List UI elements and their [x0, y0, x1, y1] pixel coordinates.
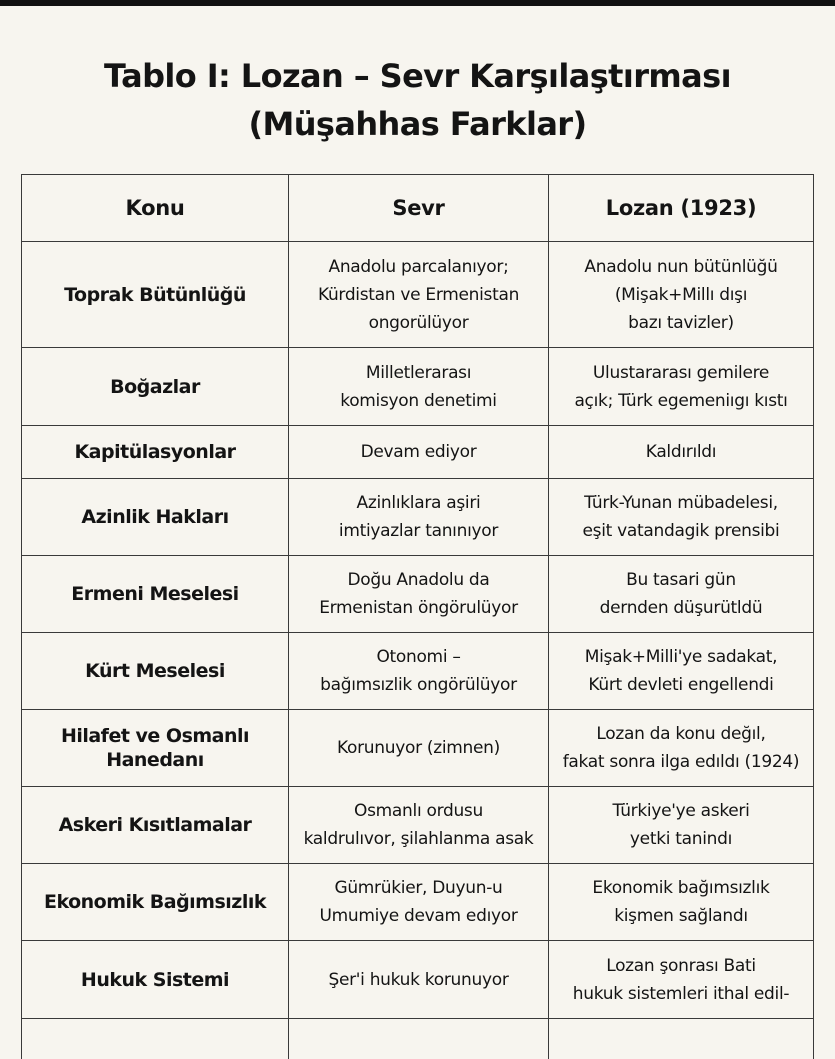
top-border-bar [0, 0, 835, 6]
row-lozan-line: bazı tavizler) [553, 309, 809, 337]
row-topic [22, 426, 289, 479]
empty-cell [549, 1019, 814, 1059]
row-sevr-line: komisyon denetimi [293, 387, 544, 415]
row-lozan-line: yetki tanindı [553, 825, 809, 853]
row-topic [22, 710, 289, 787]
row-topic-line: Hukuk Sistemi [26, 968, 284, 992]
header-topic: Konu [22, 175, 289, 242]
table-row-cutoff [22, 1019, 814, 1059]
table-row [22, 556, 814, 633]
row-topic [22, 242, 289, 348]
row-lozan-line: açık; Türk egemeniıgı kıstı [553, 387, 809, 415]
row-sevr-line: Gümrükier, Duyun-u [293, 874, 544, 902]
table-row [22, 426, 814, 479]
row-lozan-line: Ulustararası gemilere [553, 359, 809, 387]
row-lozan [549, 941, 814, 1019]
row-lozan-line: Lozan şonrası Bati [553, 952, 809, 980]
row-sevr-line: bağımsızlik ongörülüyor [293, 671, 544, 699]
row-sevr [289, 710, 549, 787]
row-sevr-line: Kürdistan ve Ermenistan [293, 281, 544, 309]
row-lozan-line: hukuk sistemleri ithal edil- [553, 980, 809, 1008]
row-sevr [289, 426, 549, 479]
row-topic [22, 787, 289, 864]
row-lozan [549, 633, 814, 710]
row-sevr-line: Osmanlı ordusu [293, 797, 544, 825]
row-topic [22, 864, 289, 941]
empty-cell [289, 1019, 549, 1059]
table-body [22, 242, 814, 1059]
row-sevr-line: Umumiye devam edıyor [293, 902, 544, 930]
row-lozan-line: Bu tasari gün [553, 566, 809, 594]
row-topic [22, 479, 289, 556]
row-sevr [289, 941, 549, 1019]
row-lozan-line: Kürt devleti engellendi [553, 671, 809, 699]
row-lozan [549, 479, 814, 556]
row-lozan-line: kişmen sağlandı [553, 902, 809, 930]
table-row [22, 710, 814, 787]
row-topic-line: Toprak Bütünlüğü [26, 283, 284, 307]
row-topic [22, 556, 289, 633]
row-lozan-line: Kaldırıldı [553, 438, 809, 466]
header-row [22, 175, 814, 242]
table-row [22, 864, 814, 941]
title-line-2: (Müşahhas Farklar) [0, 100, 835, 148]
row-topic-line: Kürt Meselesi [26, 659, 284, 683]
row-topic [22, 941, 289, 1019]
empty-cell [22, 1019, 289, 1059]
row-lozan [549, 787, 814, 864]
table-row [22, 941, 814, 1019]
row-lozan-line: eşit vatandagik prensibi [553, 517, 809, 545]
row-lozan [549, 864, 814, 941]
row-lozan-line: Anadolu nun bütünlüğü [553, 253, 809, 281]
row-sevr-line: Devam ediyor [293, 438, 544, 466]
row-sevr-line: Anadolu parcalanıyor; [293, 253, 544, 281]
page-title [0, 52, 835, 148]
row-sevr-line: kaldrulıvor, şilahlanma asak [293, 825, 544, 853]
row-sevr-line: ongorülüyor [293, 309, 544, 337]
row-sevr-line: Doğu Anadolu da [293, 566, 544, 594]
row-sevr-line: Azinlıklara aşiri [293, 489, 544, 517]
row-topic-line: Boğazlar [26, 375, 284, 399]
row-sevr-line: Otonomi – [293, 643, 544, 671]
row-lozan-line: (Mişak+Millı dışı [553, 281, 809, 309]
row-topic-line: Ermeni Meselesi [26, 582, 284, 606]
row-topic-line: Hanedanı [26, 748, 284, 772]
row-sevr [289, 479, 549, 556]
comparison-table [21, 174, 814, 1059]
row-topic [22, 633, 289, 710]
row-topic-line: Azinlik Hakları [26, 505, 284, 529]
row-sevr-line: Milletlerarası [293, 359, 544, 387]
table-row [22, 348, 814, 426]
row-topic-line: Kapitülasyonlar [26, 440, 284, 464]
row-sevr-line: Ermenistan öngörulüyor [293, 594, 544, 622]
row-lozan [549, 348, 814, 426]
row-sevr-line: Şer'i hukuk korunuyor [293, 966, 544, 994]
row-sevr [289, 348, 549, 426]
row-topic-line: Hilafet ve Osmanlı [26, 724, 284, 748]
table-row [22, 633, 814, 710]
row-lozan [549, 426, 814, 479]
table-row [22, 787, 814, 864]
row-sevr [289, 787, 549, 864]
table-row [22, 479, 814, 556]
row-lozan-line: Lozan da konu değıl, [553, 720, 809, 748]
row-lozan-line: dernden düşurütldü [553, 594, 809, 622]
table-row [22, 242, 814, 348]
row-sevr-line: imtiyazlar tanınıyor [293, 517, 544, 545]
title-line-1: Tablo I: Lozan – Sevr Karşılaştırması [0, 52, 835, 100]
row-sevr-line: Korunuyor (zimnen) [293, 734, 544, 762]
row-lozan [549, 242, 814, 348]
header-sevr: Sevr [289, 175, 549, 242]
row-topic [22, 348, 289, 426]
row-lozan [549, 556, 814, 633]
row-sevr [289, 556, 549, 633]
row-lozan-line: Ekonomik bağımsızlık [553, 874, 809, 902]
row-topic-line: Askeri Kısıtlamalar [26, 813, 284, 837]
row-lozan-line: Türkiye'ye askeri [553, 797, 809, 825]
row-lozan-line: fakat sonra ilga edıldı (1924) [553, 748, 809, 776]
header-lozan: Lozan (1923) [549, 175, 814, 242]
row-sevr [289, 242, 549, 348]
row-lozan-line: Mişak+Milli'ye sadakat, [553, 643, 809, 671]
row-sevr [289, 633, 549, 710]
row-sevr [289, 864, 549, 941]
row-topic-line: Ekonomik Bağımsızlık [26, 890, 284, 914]
row-lozan [549, 710, 814, 787]
row-lozan-line: Türk-Yunan mübadelesi, [553, 489, 809, 517]
